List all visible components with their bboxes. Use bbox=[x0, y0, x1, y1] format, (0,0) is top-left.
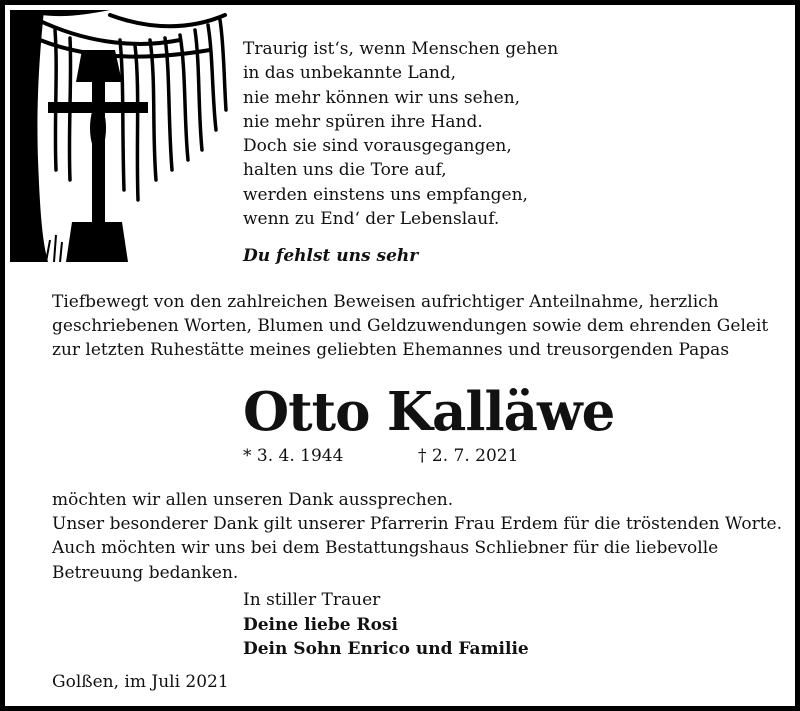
poem-line: in das unbekannte Land, bbox=[243, 63, 457, 84]
thanks-paragraph bbox=[52, 488, 782, 585]
signature-block bbox=[243, 588, 529, 662]
poem-line: halten uns die Tore auf, bbox=[243, 160, 447, 181]
poem bbox=[243, 37, 558, 231]
poem-line: werden einstens uns empfangen, bbox=[243, 184, 528, 205]
thanks-line: Auch möchten wir uns bei dem Bestattungshaus Schliebner für die liebevolle bbox=[52, 538, 719, 559]
thanks-line: möchten wir allen unseren Dank aussprechen. bbox=[52, 490, 454, 510]
signature-opening: In stiller Trauer bbox=[243, 590, 381, 610]
deceased-name: Otto Kalläwe bbox=[243, 381, 615, 443]
poem-line: Traurig ist‘s, wenn Menschen gehen bbox=[243, 39, 559, 59]
intro-line: Tiefbewegt von den zahlreichen Beweisen aufrichtiger Anteilnahme, herzlich bbox=[52, 292, 719, 312]
motto: Du fehlst uns sehr bbox=[243, 246, 419, 266]
thanks-line: Unser besonderer Dank gilt unserer Pfarrerin Frau Erdem für die tröstenden Worte. bbox=[52, 514, 783, 535]
death-date: † 2. 7. 2021 bbox=[418, 446, 519, 466]
intro-line: zur letzten Ruhestätte meines geliebten Ehemannes und treusorgenden Papas bbox=[52, 340, 730, 361]
signature-line: Dein Sohn Enrico und Familie bbox=[243, 639, 529, 659]
birth-date: * 3. 4. 1944 bbox=[243, 446, 344, 466]
poem-line: wenn zu End‘ der Lebenslauf. bbox=[243, 209, 500, 230]
poem-line: nie mehr können wir uns sehen, bbox=[243, 87, 521, 108]
intro-line: geschriebenen Worten, Blumen und Geldzuwendungen sowie dem ehrenden Geleit bbox=[52, 316, 769, 337]
thanks-line: Betreuung bedanken. bbox=[52, 562, 239, 583]
intro-paragraph bbox=[52, 290, 768, 363]
signature-line: Deine liebe Rosi bbox=[243, 614, 398, 635]
poem-line: Doch sie sind vorausgegangen, bbox=[243, 136, 512, 157]
crucifix-under-willow-icon bbox=[10, 10, 228, 262]
place-date: Golßen, im Juli 2021 bbox=[52, 672, 229, 692]
poem-line: nie mehr spüren ihre Hand. bbox=[243, 111, 483, 132]
